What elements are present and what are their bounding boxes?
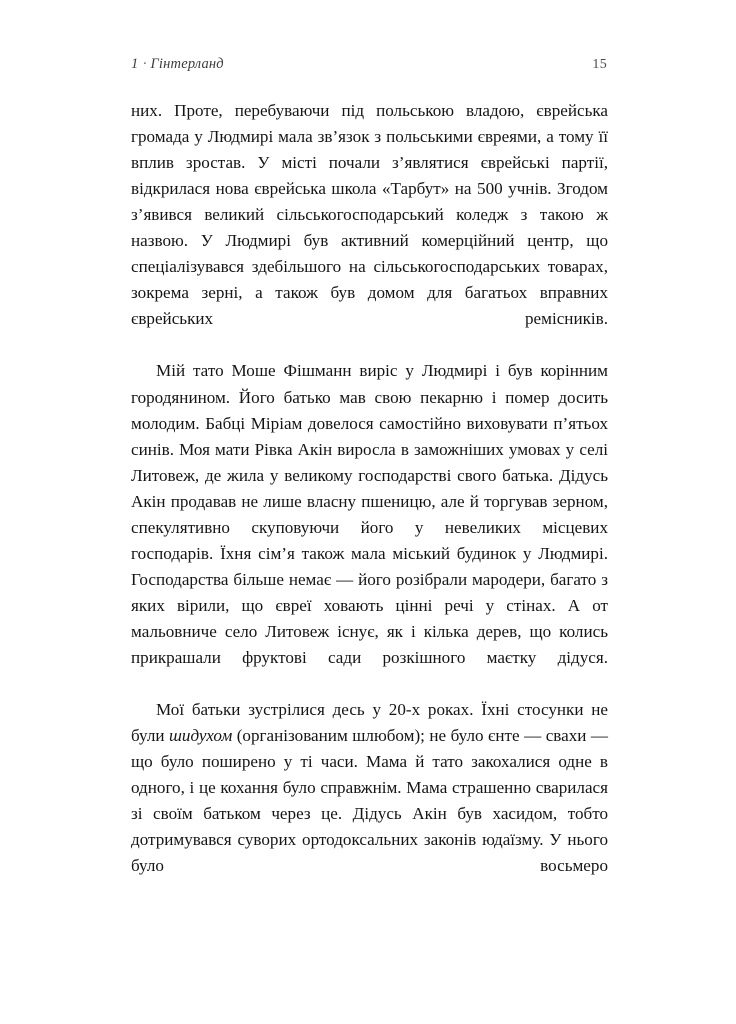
- paragraph: [131, 358, 608, 697]
- page-number: 15: [592, 57, 607, 72]
- paragraph-text-tail: (організованим шлюбом); не було єнте — свахи — що було поширено у ті часи. Мама й тато закохалися одне в одного, і це кохання було справжнім. Мама страшенно сварилася зі своїм батьком через це. Дідусь Акін був хасидом, тобто дотримувався суворих ортодоксальних законів юдаїзму. У нього було восьмеро: [131, 726, 608, 876]
- foreign-term-emphasis: шидухом: [169, 726, 233, 746]
- chapter-number: 1: [131, 56, 139, 72]
- paragraph-continuation: [131, 98, 608, 358]
- paragraph: [131, 697, 608, 905]
- running-head-chapter: [131, 55, 224, 73]
- running-head-separator: ·: [142, 56, 148, 72]
- body-text-block: [131, 98, 608, 905]
- running-head: [131, 55, 607, 74]
- paragraph-text-lead: Мої батьки зустрілися десь у 20-х роках. Їхні стосунки не були: [131, 700, 608, 746]
- paragraph-text: Мій тато Моше Фішманн виріс у Людмирі і був корінним городянином. Його батько мав свою пекарню і помер досить молодим. Бабці Міріам довелося самостійно виховувати п’ятьох синів. Моя мати Рівка Акін виросла в заможніших умовах у селі Литовеж, де жила у великому господарстві свого батька. Дідусь Акін продавав не лише власну пшеницю, але й торгував зерном, спекулятивно скуповуючи його у невеликих місцевих господарів. Їхня сім’я також мала міський будинок у Людмирі. Господарства більше немає — його розібрали мародери, багато з яких вірили, що євреї ховають цінні речі у стінах. А от мальовниче село Литовеж існує, як і кілька дерев, що колись прикрашали фруктові сади розкішного маєтку дідуся.: [131, 361, 608, 667]
- chapter-title: Гінтерланд: [150, 56, 224, 72]
- paragraph-text: них. Проте, перебуваючи під польською владою, єврейська громада у Людмирі мала зв’язок з польськими євреями, а тому її вплив зростав. У місті почали з’являтися єврейські партії, відкрилася нова єврейська школа «Тарбут» на 500 учнів. Згодом з’явився великий сільськогосподарський коледж з такою ж назвою. У Людмирі був активний комерційний центр, що спеціалізувався здебільшого на сільськогосподарських товарах, зокрема зерні, а також був домом для багатьох вправних єврейських ремісників.: [131, 101, 608, 329]
